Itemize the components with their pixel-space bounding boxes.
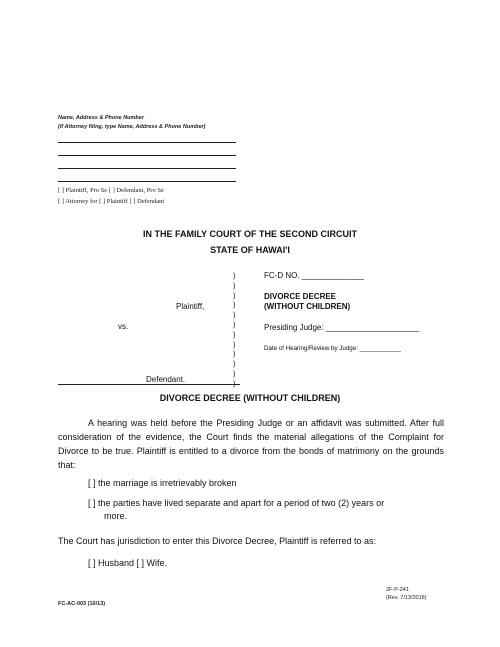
grounds-option-separate-apart-cont: more. bbox=[104, 511, 128, 521]
party-checkbox-line-1: [ ] Plaintiff, Pro Se [ ] Defendant, Pro Se bbox=[58, 187, 164, 194]
hearing-date-field: Date of Hearing/Review by Judge: ____________ bbox=[264, 345, 401, 352]
paren: ) bbox=[233, 319, 236, 329]
presiding-judge-field: Presiding Judge: _____________________ bbox=[264, 323, 420, 332]
address-line-2 bbox=[58, 155, 236, 156]
footer-code: FC-AC-003 (10/13) bbox=[58, 601, 106, 607]
court-state: STATE OF HAWAI'I bbox=[210, 245, 290, 255]
paren: ) bbox=[233, 378, 236, 388]
paren: ) bbox=[233, 339, 236, 349]
address-line-3 bbox=[58, 168, 236, 169]
paren: ) bbox=[233, 271, 236, 280]
fc-d-number-field: FC-D NO. ______________ bbox=[264, 271, 365, 280]
form-number: 2F-P-241 bbox=[386, 587, 409, 593]
caption-title-line-1: DIVORCE DECREE bbox=[264, 292, 337, 301]
paren: ) bbox=[233, 349, 236, 359]
paren: ) bbox=[233, 359, 236, 369]
party-checkbox-line-2: [ ] Attorney for [ ] Plaintiff [ ] Defendant bbox=[58, 198, 165, 205]
paren: ) bbox=[233, 300, 236, 310]
defendant-label: Defendant. bbox=[146, 375, 186, 384]
grounds-option-separate-apart: [ ] the parties have lived separate and apart for a period of two (2) years or bbox=[88, 498, 385, 508]
caption-paren-column bbox=[233, 271, 239, 389]
findings-paragraph: A hearing was held before the Presiding Judge or an affidavit was submitted. After full consideration of the evidence, the Court finds the material allegations of the Complaint for Divorce to be true. Plaintiff is entitled to a divorce from the bonds of matrimony on the grounds that: bbox=[58, 418, 444, 470]
paren: ) bbox=[233, 329, 236, 339]
form-revision: (Rev. 7/13/2018) bbox=[386, 595, 427, 601]
grounds-option-irretrievably-broken: [ ] the marriage is irretrievably broken bbox=[88, 478, 237, 488]
jurisdiction-paragraph: The Court has jurisdiction to enter this Divorce Decree, Plaintiff is referred to as: bbox=[58, 536, 376, 546]
court-name: IN THE FAMILY COURT OF THE SECOND CIRCUIT bbox=[142, 229, 357, 239]
paren: ) bbox=[233, 290, 236, 300]
vs-label: vs. bbox=[118, 322, 129, 331]
header-name-address-label: Name, Address & Phone Number bbox=[58, 115, 144, 121]
address-line-1 bbox=[58, 142, 236, 143]
paren: ) bbox=[233, 368, 236, 378]
document-title: DIVORCE DECREE (WITHOUT CHILDREN) bbox=[159, 393, 341, 403]
caption-title-line-2: (WITHOUT CHILDREN) bbox=[264, 302, 351, 311]
header-attorney-label: (If Attorney filing, type Name, Address & Phone Number) bbox=[58, 124, 206, 130]
spouse-option: [ ] Husband [ ] Wife. bbox=[88, 558, 168, 568]
plaintiff-label: Plaintiff, bbox=[176, 302, 205, 311]
paren: ) bbox=[233, 280, 236, 290]
address-line-4 bbox=[58, 181, 236, 182]
paren: ) bbox=[233, 310, 236, 320]
defendant-line bbox=[58, 384, 240, 385]
